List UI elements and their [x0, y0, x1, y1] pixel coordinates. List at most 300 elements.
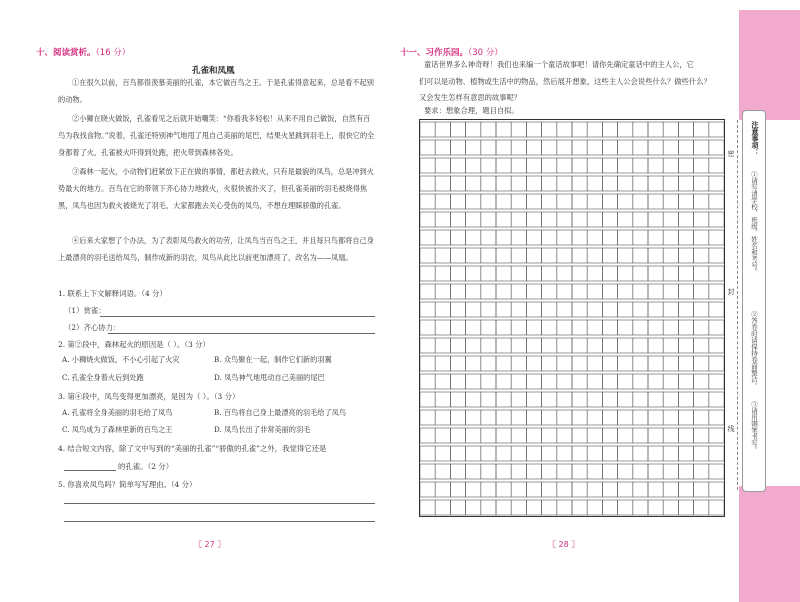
grid-cell[interactable]	[694, 464, 709, 479]
grid-cell[interactable]	[587, 374, 602, 389]
grid-cell[interactable]	[496, 230, 511, 245]
grid-cell[interactable]	[557, 464, 572, 479]
grid-cell[interactable]	[678, 248, 693, 263]
grid-cell[interactable]	[450, 302, 465, 317]
grid-cell[interactable]	[511, 392, 526, 407]
grid-cell[interactable]	[678, 464, 693, 479]
grid-cell[interactable]	[663, 500, 678, 515]
grid-cell[interactable]	[435, 446, 450, 461]
grid-cell[interactable]	[663, 482, 678, 497]
grid-cell[interactable]	[557, 122, 572, 137]
grid-cell[interactable]	[633, 446, 648, 461]
grid-cell[interactable]	[466, 446, 481, 461]
grid-cell[interactable]	[694, 266, 709, 281]
grid-cell[interactable]	[709, 464, 724, 479]
grid-cell[interactable]	[648, 392, 663, 407]
grid-cell[interactable]	[450, 140, 465, 155]
grid-cell[interactable]	[648, 266, 663, 281]
grid-cell[interactable]	[602, 356, 617, 371]
grid-cell[interactable]	[678, 230, 693, 245]
grid-cell[interactable]	[678, 428, 693, 443]
grid-cell[interactable]	[648, 464, 663, 479]
grid-cell[interactable]	[678, 338, 693, 353]
grid-cell[interactable]	[526, 176, 541, 191]
grid-cell[interactable]	[435, 248, 450, 263]
grid-cell[interactable]	[618, 122, 633, 137]
grid-cell[interactable]	[557, 212, 572, 227]
grid-cell[interactable]	[435, 176, 450, 191]
grid-cell[interactable]	[633, 122, 648, 137]
grid-cell[interactable]	[450, 500, 465, 515]
grid-cell[interactable]	[420, 428, 435, 443]
grid-cell[interactable]	[618, 482, 633, 497]
grid-cell[interactable]	[450, 176, 465, 191]
grid-cell[interactable]	[633, 356, 648, 371]
grid-cell[interactable]	[618, 410, 633, 425]
grid-cell[interactable]	[648, 500, 663, 515]
grid-cell[interactable]	[542, 392, 557, 407]
grid-cell[interactable]	[496, 194, 511, 209]
grid-cell[interactable]	[602, 248, 617, 263]
grid-cell[interactable]	[694, 122, 709, 137]
grid-cell[interactable]	[496, 446, 511, 461]
grid-cell[interactable]	[694, 374, 709, 389]
grid-cell[interactable]	[572, 122, 587, 137]
grid-cell[interactable]	[587, 446, 602, 461]
grid-cell[interactable]	[572, 500, 587, 515]
grid-cell[interactable]	[526, 140, 541, 155]
grid-cell[interactable]	[618, 302, 633, 317]
grid-cell[interactable]	[678, 482, 693, 497]
grid-cell[interactable]	[511, 338, 526, 353]
grid-cell[interactable]	[572, 302, 587, 317]
grid-cell[interactable]	[496, 302, 511, 317]
grid-cell[interactable]	[618, 428, 633, 443]
grid-cell[interactable]	[481, 392, 496, 407]
grid-cell[interactable]	[481, 194, 496, 209]
grid-cell[interactable]	[466, 482, 481, 497]
grid-cell[interactable]	[633, 392, 648, 407]
grid-cell[interactable]	[587, 500, 602, 515]
grid-cell[interactable]	[526, 482, 541, 497]
grid-cell[interactable]	[526, 338, 541, 353]
grid-cell[interactable]	[572, 194, 587, 209]
grid-cell[interactable]	[466, 158, 481, 173]
grid-cell[interactable]	[572, 446, 587, 461]
grid-cell[interactable]	[618, 194, 633, 209]
grid-cell[interactable]	[511, 500, 526, 515]
grid-cell[interactable]	[618, 356, 633, 371]
grid-cell[interactable]	[542, 302, 557, 317]
grid-cell[interactable]	[648, 446, 663, 461]
q3-option-c[interactable]: C. 凤鸟成为了森林里新的百鸟之王	[62, 425, 173, 434]
grid-cell[interactable]	[663, 428, 678, 443]
grid-cell[interactable]	[618, 266, 633, 281]
grid-cell[interactable]	[466, 122, 481, 137]
grid-cell[interactable]	[709, 248, 724, 263]
grid-cell[interactable]	[633, 338, 648, 353]
grid-cell[interactable]	[420, 248, 435, 263]
grid-cell[interactable]	[542, 356, 557, 371]
grid-cell[interactable]	[496, 320, 511, 335]
grid-cell[interactable]	[496, 212, 511, 227]
grid-cell[interactable]	[618, 320, 633, 335]
grid-cell[interactable]	[557, 392, 572, 407]
grid-cell[interactable]	[709, 122, 724, 137]
grid-cell[interactable]	[526, 194, 541, 209]
grid-cell[interactable]	[420, 158, 435, 173]
grid-cell[interactable]	[526, 500, 541, 515]
grid-cell[interactable]	[496, 338, 511, 353]
grid-cell[interactable]	[557, 410, 572, 425]
grid-cell[interactable]	[633, 428, 648, 443]
grid-cell[interactable]	[602, 176, 617, 191]
grid-cell[interactable]	[481, 158, 496, 173]
grid-cell[interactable]	[709, 194, 724, 209]
grid-cell[interactable]	[450, 158, 465, 173]
grid-cell[interactable]	[435, 464, 450, 479]
grid-cell[interactable]	[542, 320, 557, 335]
grid-cell[interactable]	[557, 446, 572, 461]
grid-cell[interactable]	[602, 374, 617, 389]
grid-cell[interactable]	[678, 212, 693, 227]
grid-cell[interactable]	[648, 302, 663, 317]
grid-cell[interactable]	[602, 122, 617, 137]
q3-option-a[interactable]: A. 孔雀将全身美丽的羽毛给了凤鸟	[62, 408, 173, 417]
grid-cell[interactable]	[587, 212, 602, 227]
grid-cell[interactable]	[663, 140, 678, 155]
grid-cell[interactable]	[572, 356, 587, 371]
grid-cell[interactable]	[694, 338, 709, 353]
grid-cell[interactable]	[526, 302, 541, 317]
grid-cell[interactable]	[572, 482, 587, 497]
grid-cell[interactable]	[420, 464, 435, 479]
grid-cell[interactable]	[648, 140, 663, 155]
grid-cell[interactable]	[602, 284, 617, 299]
grid-cell[interactable]	[709, 338, 724, 353]
grid-cell[interactable]	[542, 464, 557, 479]
grid-cell[interactable]	[435, 284, 450, 299]
grid-cell[interactable]	[526, 392, 541, 407]
grid-cell[interactable]	[542, 410, 557, 425]
grid-cell[interactable]	[633, 194, 648, 209]
grid-cell[interactable]	[466, 140, 481, 155]
grid-cell[interactable]	[481, 338, 496, 353]
answer-line-4[interactable]	[64, 470, 116, 471]
grid-cell[interactable]	[663, 392, 678, 407]
grid-cell[interactable]	[694, 500, 709, 515]
grid-cell[interactable]	[435, 374, 450, 389]
grid-cell[interactable]	[633, 302, 648, 317]
grid-cell[interactable]	[587, 338, 602, 353]
grid-cell[interactable]	[678, 410, 693, 425]
grid-cell[interactable]	[481, 320, 496, 335]
grid-cell[interactable]	[511, 194, 526, 209]
grid-cell[interactable]	[526, 212, 541, 227]
grid-cell[interactable]	[618, 284, 633, 299]
grid-cell[interactable]	[420, 212, 435, 227]
grid-cell[interactable]	[511, 176, 526, 191]
grid-cell[interactable]	[709, 284, 724, 299]
grid-cell[interactable]	[633, 284, 648, 299]
grid-cell[interactable]	[542, 122, 557, 137]
grid-cell[interactable]	[481, 356, 496, 371]
grid-cell[interactable]	[466, 302, 481, 317]
grid-cell[interactable]	[587, 392, 602, 407]
q3-option-b[interactable]: B. 百鸟将自己身上最漂亮的羽毛给了凤鸟	[214, 408, 347, 417]
grid-cell[interactable]	[618, 158, 633, 173]
grid-cell[interactable]	[633, 410, 648, 425]
grid-cell[interactable]	[618, 446, 633, 461]
grid-cell[interactable]	[587, 284, 602, 299]
grid-cell[interactable]	[496, 356, 511, 371]
grid-cell[interactable]	[663, 338, 678, 353]
grid-cell[interactable]	[496, 158, 511, 173]
grid-cell[interactable]	[633, 320, 648, 335]
grid-cell[interactable]	[466, 500, 481, 515]
grid-cell[interactable]	[648, 320, 663, 335]
q2-option-a[interactable]: A. 小狮烧火做饭，不小心引起了火灾	[62, 355, 180, 364]
grid-cell[interactable]	[450, 482, 465, 497]
grid-cell[interactable]	[709, 212, 724, 227]
grid-cell[interactable]	[466, 410, 481, 425]
q3-option-d[interactable]: D. 凤鸟长出了非常美丽的羽毛	[214, 425, 311, 434]
grid-cell[interactable]	[496, 482, 511, 497]
grid-cell[interactable]	[663, 122, 678, 137]
grid-cell[interactable]	[557, 176, 572, 191]
grid-cell[interactable]	[481, 464, 496, 479]
grid-cell[interactable]	[420, 482, 435, 497]
grid-cell[interactable]	[542, 482, 557, 497]
grid-cell[interactable]	[450, 338, 465, 353]
grid-cell[interactable]	[420, 230, 435, 245]
grid-cell[interactable]	[496, 374, 511, 389]
grid-cell[interactable]	[694, 140, 709, 155]
grid-cell[interactable]	[602, 230, 617, 245]
grid-cell[interactable]	[602, 212, 617, 227]
grid-cell[interactable]	[557, 320, 572, 335]
grid-cell[interactable]	[450, 320, 465, 335]
grid-cell[interactable]	[526, 410, 541, 425]
grid-cell[interactable]	[663, 464, 678, 479]
grid-cell[interactable]	[542, 140, 557, 155]
grid-cell[interactable]	[587, 194, 602, 209]
grid-cell[interactable]	[481, 248, 496, 263]
grid-cell[interactable]	[602, 266, 617, 281]
grid-cell[interactable]	[435, 482, 450, 497]
grid-cell[interactable]	[709, 482, 724, 497]
grid-cell[interactable]	[648, 176, 663, 191]
grid-cell[interactable]	[663, 248, 678, 263]
grid-cell[interactable]	[633, 248, 648, 263]
grid-cell[interactable]	[511, 266, 526, 281]
grid-cell[interactable]	[602, 392, 617, 407]
grid-cell[interactable]	[633, 500, 648, 515]
grid-cell[interactable]	[633, 374, 648, 389]
q2-option-d[interactable]: D. 凤鸟神气地甩动自己美丽的尾巴	[214, 373, 325, 382]
grid-cell[interactable]	[663, 374, 678, 389]
grid-cell[interactable]	[678, 194, 693, 209]
grid-cell[interactable]	[435, 212, 450, 227]
grid-cell[interactable]	[420, 122, 435, 137]
grid-cell[interactable]	[435, 140, 450, 155]
grid-cell[interactable]	[450, 230, 465, 245]
grid-cell[interactable]	[587, 356, 602, 371]
grid-cell[interactable]	[450, 410, 465, 425]
grid-cell[interactable]	[678, 356, 693, 371]
grid-cell[interactable]	[587, 140, 602, 155]
grid-cell[interactable]	[496, 122, 511, 137]
grid-cell[interactable]	[420, 338, 435, 353]
grid-cell[interactable]	[481, 230, 496, 245]
grid-cell[interactable]	[633, 266, 648, 281]
grid-cell[interactable]	[602, 338, 617, 353]
grid-cell[interactable]	[420, 284, 435, 299]
grid-cell[interactable]	[572, 284, 587, 299]
grid-cell[interactable]	[648, 158, 663, 173]
grid-cell[interactable]	[709, 446, 724, 461]
grid-cell[interactable]	[466, 194, 481, 209]
grid-cell[interactable]	[435, 410, 450, 425]
grid-cell[interactable]	[511, 464, 526, 479]
grid-cell[interactable]	[618, 464, 633, 479]
answer-line-1b[interactable]	[108, 333, 375, 334]
grid-cell[interactable]	[542, 194, 557, 209]
grid-cell[interactable]	[648, 374, 663, 389]
grid-cell[interactable]	[648, 122, 663, 137]
grid-cell[interactable]	[694, 482, 709, 497]
grid-cell[interactable]	[694, 194, 709, 209]
grid-cell[interactable]	[572, 464, 587, 479]
grid-cell[interactable]	[602, 446, 617, 461]
grid-cell[interactable]	[435, 194, 450, 209]
grid-cell[interactable]	[587, 428, 602, 443]
grid-cell[interactable]	[663, 302, 678, 317]
grid-cell[interactable]	[709, 140, 724, 155]
grid-cell[interactable]	[542, 230, 557, 245]
grid-cell[interactable]	[678, 320, 693, 335]
grid-cell[interactable]	[542, 338, 557, 353]
grid-cell[interactable]	[694, 176, 709, 191]
grid-cell[interactable]	[542, 500, 557, 515]
grid-cell[interactable]	[587, 464, 602, 479]
grid-cell[interactable]	[572, 158, 587, 173]
grid-cell[interactable]	[466, 176, 481, 191]
grid-cell[interactable]	[542, 248, 557, 263]
grid-cell[interactable]	[435, 500, 450, 515]
grid-cell[interactable]	[496, 428, 511, 443]
grid-cell[interactable]	[420, 320, 435, 335]
grid-cell[interactable]	[435, 302, 450, 317]
grid-cell[interactable]	[435, 320, 450, 335]
grid-cell[interactable]	[572, 428, 587, 443]
grid-cell[interactable]	[648, 410, 663, 425]
grid-cell[interactable]	[435, 230, 450, 245]
grid-cell[interactable]	[648, 212, 663, 227]
grid-cell[interactable]	[526, 284, 541, 299]
grid-cell[interactable]	[694, 284, 709, 299]
grid-cell[interactable]	[481, 176, 496, 191]
grid-cell[interactable]	[526, 248, 541, 263]
grid-cell[interactable]	[602, 140, 617, 155]
grid-cell[interactable]	[526, 158, 541, 173]
grid-cell[interactable]	[511, 248, 526, 263]
grid-cell[interactable]	[572, 230, 587, 245]
grid-cell[interactable]	[450, 446, 465, 461]
grid-cell[interactable]	[587, 320, 602, 335]
grid-cell[interactable]	[481, 374, 496, 389]
grid-cell[interactable]	[435, 338, 450, 353]
grid-cell[interactable]	[618, 140, 633, 155]
grid-cell[interactable]	[709, 392, 724, 407]
grid-cell[interactable]	[450, 428, 465, 443]
grid-cell[interactable]	[557, 374, 572, 389]
grid-cell[interactable]	[618, 392, 633, 407]
grid-cell[interactable]	[602, 320, 617, 335]
grid-cell[interactable]	[709, 230, 724, 245]
grid-cell[interactable]	[450, 212, 465, 227]
grid-cell[interactable]	[633, 464, 648, 479]
grid-cell[interactable]	[694, 248, 709, 263]
grid-cell[interactable]	[633, 176, 648, 191]
grid-cell[interactable]	[618, 338, 633, 353]
grid-cell[interactable]	[557, 194, 572, 209]
grid-cell[interactable]	[557, 230, 572, 245]
grid-cell[interactable]	[466, 266, 481, 281]
grid-cell[interactable]	[618, 212, 633, 227]
grid-cell[interactable]	[526, 266, 541, 281]
grid-cell[interactable]	[663, 356, 678, 371]
grid-cell[interactable]	[511, 122, 526, 137]
grid-cell[interactable]	[678, 284, 693, 299]
grid-cell[interactable]	[709, 410, 724, 425]
grid-cell[interactable]	[587, 482, 602, 497]
grid-cell[interactable]	[678, 140, 693, 155]
grid-cell[interactable]	[618, 500, 633, 515]
grid-cell[interactable]	[435, 392, 450, 407]
grid-cell[interactable]	[633, 482, 648, 497]
grid-cell[interactable]	[648, 248, 663, 263]
grid-cell[interactable]	[648, 194, 663, 209]
grid-cell[interactable]	[572, 248, 587, 263]
grid-cell[interactable]	[694, 320, 709, 335]
grid-cell[interactable]	[481, 122, 496, 137]
grid-cell[interactable]	[587, 122, 602, 137]
grid-cell[interactable]	[526, 320, 541, 335]
grid-cell[interactable]	[450, 374, 465, 389]
grid-cell[interactable]	[496, 176, 511, 191]
grid-cell[interactable]	[587, 302, 602, 317]
grid-cell[interactable]	[557, 338, 572, 353]
grid-cell[interactable]	[542, 158, 557, 173]
grid-cell[interactable]	[557, 266, 572, 281]
grid-cell[interactable]	[420, 500, 435, 515]
grid-cell[interactable]	[420, 374, 435, 389]
grid-cell[interactable]	[709, 266, 724, 281]
grid-cell[interactable]	[602, 194, 617, 209]
grid-cell[interactable]	[709, 374, 724, 389]
grid-cell[interactable]	[450, 284, 465, 299]
grid-cell[interactable]	[557, 284, 572, 299]
grid-cell[interactable]	[542, 266, 557, 281]
grid-cell[interactable]	[694, 230, 709, 245]
grid-cell[interactable]	[618, 176, 633, 191]
grid-cell[interactable]	[466, 374, 481, 389]
grid-cell[interactable]	[511, 302, 526, 317]
grid-cell[interactable]	[496, 284, 511, 299]
grid-cell[interactable]	[511, 158, 526, 173]
grid-cell[interactable]	[694, 356, 709, 371]
